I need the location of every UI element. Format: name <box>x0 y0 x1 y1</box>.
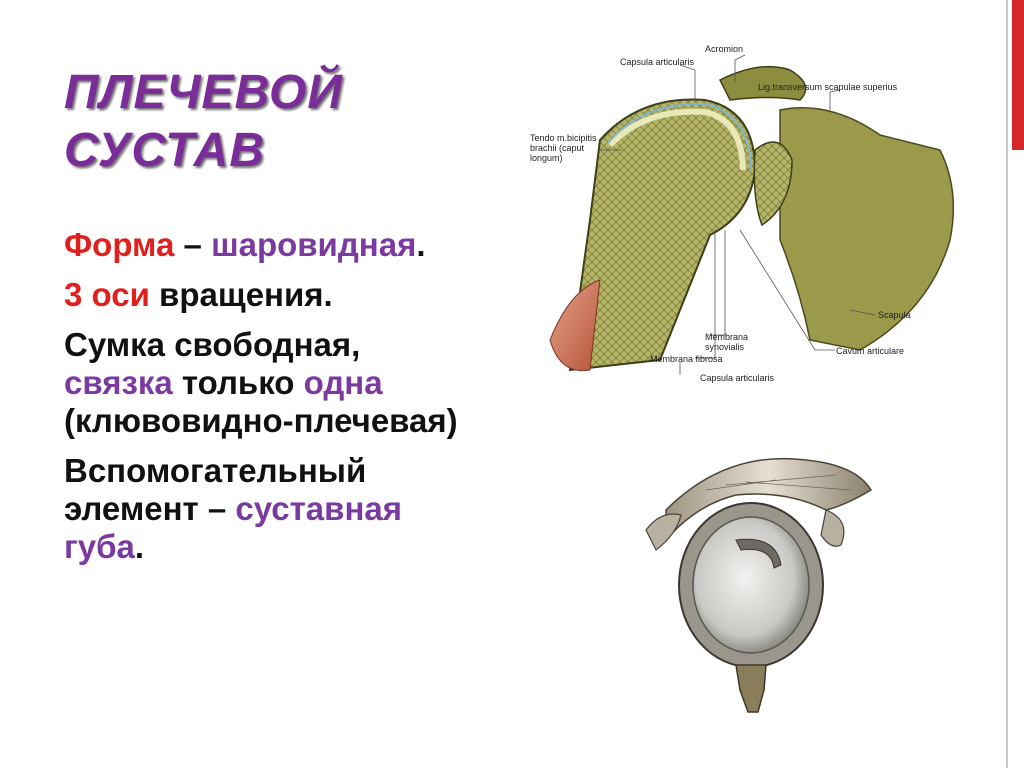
leader-capsula-top <box>680 65 695 100</box>
glenoid-labrum-illustration <box>636 450 880 714</box>
shape-term: Форма <box>64 226 175 263</box>
aux-end: . <box>134 528 145 565</box>
label-lig-transversum: Lig.transversum scapulae superius <box>758 82 898 92</box>
ligament-one: одна <box>303 364 383 401</box>
slide-body <box>64 226 554 578</box>
aux-term-2: губа <box>64 528 135 565</box>
label-capsula-bottom: Capsula articularis <box>700 373 775 383</box>
leader-lig <box>830 90 840 110</box>
label-membrana-synovialis-1: Membrana <box>705 332 749 342</box>
shoulder-joint-section-diagram <box>530 40 970 395</box>
label-capsula-top: Capsula articularis <box>620 57 695 67</box>
aux-paragraph <box>64 452 554 566</box>
leader-membrana-syn <box>708 230 725 335</box>
shape-paragraph <box>64 226 554 264</box>
axes-rest: вращения. <box>149 276 333 313</box>
slide-title <box>64 64 444 180</box>
label-tendo-1: Tendo m.bicipitis <box>530 133 597 143</box>
ligament-name: (клювовидно-плечевая) <box>64 402 458 439</box>
red-accent-bar <box>1012 0 1024 150</box>
slide-edge-decoration <box>1006 0 1024 768</box>
axes-paragraph <box>64 276 554 314</box>
glenoid-cavity <box>693 517 809 653</box>
capsule-paragraph <box>64 326 554 440</box>
humerus-shape <box>570 100 755 371</box>
aux-text-2: элемент – <box>64 490 236 527</box>
scapular-neck <box>736 665 766 712</box>
label-membrana-fibrosa: Membrana fibrosa <box>650 354 723 364</box>
label-tendo-3: longum) <box>530 153 563 163</box>
aux-text-1: Вспомогательный <box>64 452 367 489</box>
acromion-process <box>646 514 681 550</box>
capsule-text: Сумка свободная, <box>64 326 361 363</box>
coracoid-process <box>821 510 844 546</box>
axes-term: 3 оси <box>64 276 150 313</box>
label-scapula: Scapula <box>878 310 911 320</box>
label-acromion: Acromion <box>705 44 744 54</box>
title-line-2: СУСТАВ <box>64 124 265 177</box>
title-line-1: ПЛЕЧЕВОЙ <box>64 66 343 119</box>
shape-value: шаровидная <box>211 226 417 263</box>
label-tendo-2: brachii (caput <box>530 143 585 153</box>
shape-end: . <box>416 226 426 263</box>
ligament-mid: только <box>172 364 304 401</box>
label-cavum-articulare: Cavum articulare <box>836 346 905 356</box>
shape-dash: – <box>174 226 212 263</box>
label-membrana-synovialis-2: synovialis <box>705 342 745 352</box>
ligament-term: связка <box>64 364 173 401</box>
aux-term-1: суставная <box>235 490 402 527</box>
